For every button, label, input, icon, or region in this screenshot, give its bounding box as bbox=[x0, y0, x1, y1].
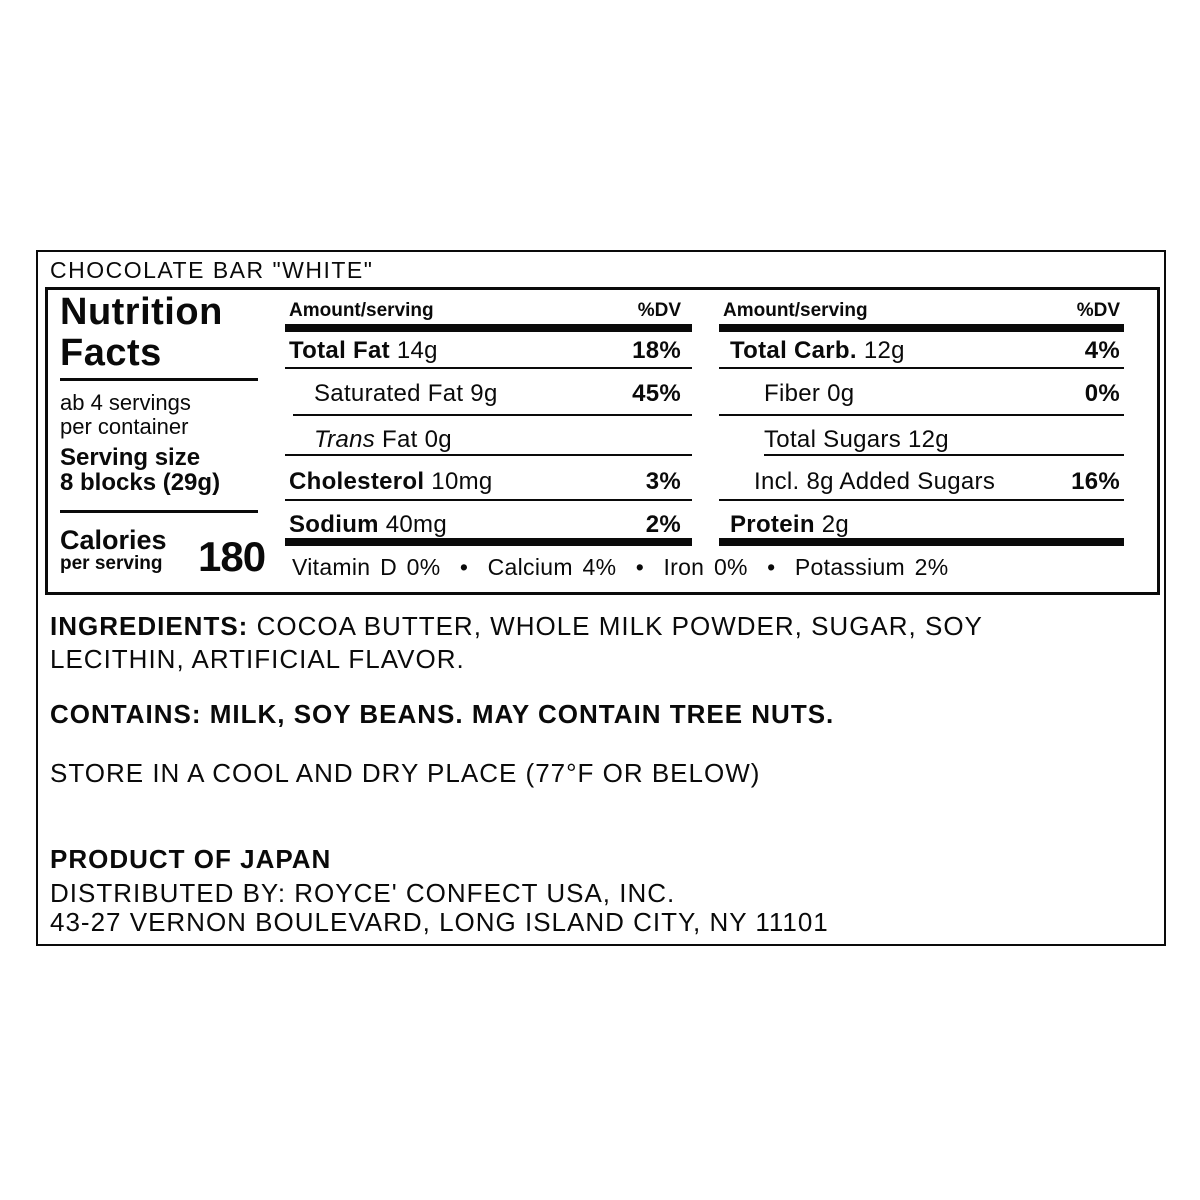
thick-divider bbox=[285, 538, 692, 546]
allergen-text: CONTAINS: MILK, SOY BEANS. MAY CONTAIN TREE NUTS. bbox=[50, 699, 835, 729]
calories-per-serving: per serving bbox=[60, 553, 163, 574]
distributor-address: 43-27 VERNON BOULEVARD, LONG ISLAND CITY, NY 11101 bbox=[50, 907, 829, 937]
divider bbox=[285, 499, 692, 501]
row-cholesterol bbox=[285, 468, 692, 496]
storage-text: STORE IN A COOL AND DRY PLACE (77°F OR BELOW) bbox=[50, 758, 761, 788]
amount-serving-header: Amount/serving bbox=[289, 300, 434, 321]
row-protein bbox=[719, 511, 1124, 539]
row-sodium bbox=[285, 511, 692, 539]
dv-header: %DV bbox=[1076, 300, 1120, 321]
dv-value: 45% bbox=[632, 380, 681, 407]
dv-value: 2% bbox=[645, 511, 681, 538]
nutrient-name: Protein bbox=[730, 511, 815, 538]
table-header bbox=[719, 300, 1124, 322]
dv-value: 0% bbox=[1084, 380, 1120, 407]
dv-value: 3% bbox=[645, 468, 681, 495]
calories-word: Calories bbox=[60, 525, 167, 555]
dv-value bbox=[1120, 426, 1124, 454]
dv-value bbox=[681, 426, 692, 454]
nutrition-facts-title bbox=[60, 292, 223, 374]
divider bbox=[764, 454, 1124, 456]
nutrition-facts-title-line2: Facts bbox=[60, 332, 162, 374]
nutrient-amount: 12g bbox=[863, 337, 905, 364]
ingredients-label: INGREDIENTS: bbox=[50, 611, 249, 641]
serving-size-label: Serving size bbox=[60, 444, 201, 471]
label-outer-border bbox=[36, 250, 1166, 946]
row-total-fat bbox=[285, 337, 692, 365]
nutrient-name: Incl. 8g Added Sugars bbox=[754, 468, 996, 495]
calories-label bbox=[60, 527, 167, 573]
distributor-line1: DISTRIBUTED BY: ROYCE' CONFECT USA, INC. bbox=[50, 878, 676, 908]
nutrient-name-italic: Trans bbox=[314, 426, 376, 453]
servings-per-container bbox=[60, 391, 191, 439]
nutrition-table-right bbox=[719, 290, 1124, 592]
divider bbox=[285, 454, 692, 456]
nutrient-name: Fat bbox=[382, 426, 418, 453]
divider bbox=[60, 510, 258, 513]
nutrient-amount: 12g bbox=[907, 426, 949, 453]
nutrient-name: Cholesterol bbox=[289, 468, 425, 495]
thick-divider bbox=[719, 538, 1124, 546]
ingredients-line1: COCOA BUTTER, WHOLE MILK POWDER, SUGAR, SOY bbox=[256, 611, 983, 641]
nutrient-amount: 0g bbox=[827, 380, 855, 407]
servings-line2: per container bbox=[60, 414, 189, 439]
table-header bbox=[285, 300, 692, 322]
nutrient-amount: 40mg bbox=[385, 511, 448, 538]
nutrient-amount: 9g bbox=[470, 380, 498, 407]
row-trans-fat bbox=[285, 426, 692, 454]
ingredients-line2: LECITHIN, ARTIFICIAL FLAVOR. bbox=[50, 644, 465, 674]
nutrient-amount: 14g bbox=[396, 337, 438, 364]
nutrient-name: Total Carb. bbox=[730, 337, 857, 364]
ingredients-text bbox=[50, 610, 983, 676]
row-total-carb bbox=[719, 337, 1124, 365]
dv-value: 16% bbox=[1071, 468, 1120, 495]
dv-value bbox=[1120, 511, 1124, 539]
dv-header: %DV bbox=[637, 300, 681, 321]
divider bbox=[293, 414, 692, 416]
row-saturated-fat bbox=[285, 380, 692, 408]
distributor-text bbox=[50, 879, 829, 937]
thick-divider bbox=[285, 324, 692, 332]
calories-value: 180 bbox=[198, 533, 266, 580]
divider bbox=[719, 499, 1124, 501]
row-added-sugars bbox=[719, 468, 1124, 496]
serving-size-value: 8 blocks (29g) bbox=[60, 469, 221, 496]
nutrient-amount: 10mg bbox=[431, 468, 493, 495]
nutrient-name: Total Sugars bbox=[764, 426, 902, 453]
dv-value: 4% bbox=[1084, 337, 1120, 364]
divider bbox=[60, 378, 258, 381]
nutrient-name: Saturated Fat bbox=[314, 380, 464, 407]
dv-value: 18% bbox=[632, 337, 681, 364]
nutrient-name: Fiber bbox=[764, 380, 821, 407]
nutrient-amount: 2g bbox=[821, 511, 850, 538]
nutrition-facts-title-line1: Nutrition bbox=[60, 291, 223, 333]
nutrient-amount: 0g bbox=[424, 426, 452, 453]
divider bbox=[719, 367, 1124, 369]
origin-text: PRODUCT OF JAPAN bbox=[50, 844, 332, 874]
nutrition-facts-panel bbox=[45, 287, 1160, 595]
nutrient-name: Sodium bbox=[289, 511, 379, 538]
micronutrients-line: Vitamin D 0% • Calcium 4% • Iron 0% • Potassium 2% bbox=[292, 554, 949, 580]
nutrient-name: Total Fat bbox=[289, 337, 390, 364]
row-fiber bbox=[719, 380, 1124, 408]
divider bbox=[719, 414, 1124, 416]
serving-size bbox=[60, 445, 220, 495]
servings-line1: ab 4 servings bbox=[60, 390, 191, 415]
product-name: CHOCOLATE BAR "WHITE" bbox=[50, 257, 374, 283]
thick-divider bbox=[719, 324, 1124, 332]
amount-serving-header: Amount/serving bbox=[723, 300, 868, 321]
row-total-sugars bbox=[719, 426, 1124, 454]
nutrition-table-left bbox=[285, 290, 692, 592]
divider bbox=[285, 367, 692, 369]
